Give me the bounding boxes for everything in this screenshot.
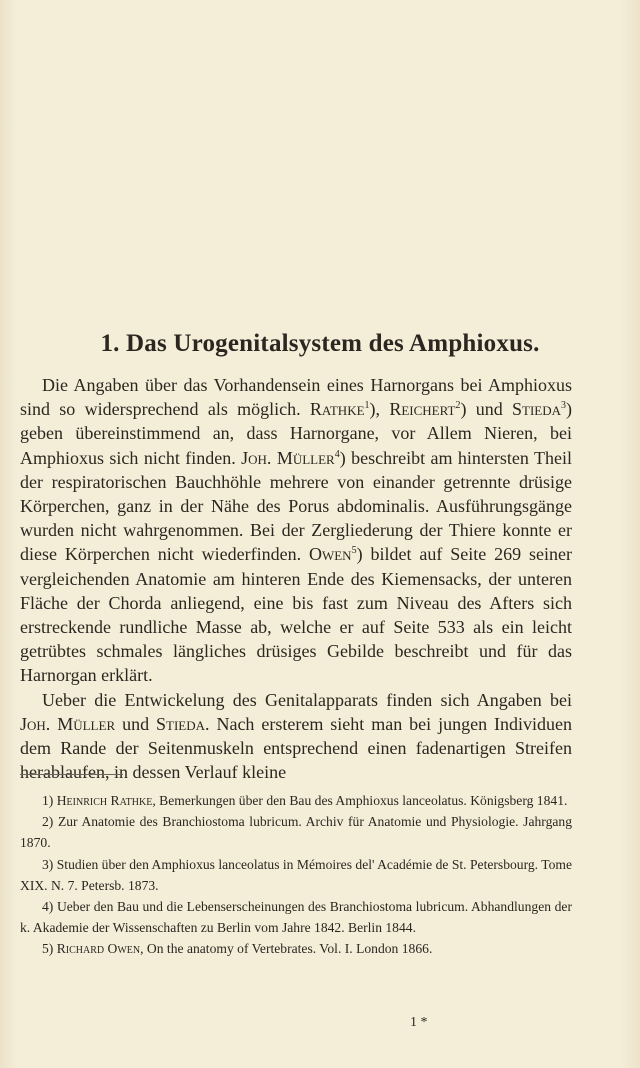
paragraph-2 bbox=[20, 688, 572, 785]
footnotes bbox=[20, 790, 572, 960]
chapter-title: 1. Das Urogenitalsystem des Amphioxus. bbox=[100, 330, 540, 357]
footnote-ref: 3 bbox=[561, 400, 567, 412]
footnote bbox=[20, 896, 572, 938]
footnote bbox=[20, 854, 572, 896]
text-run: ) geben übereinstimmend an, dass Harnorgane, vor Allem Nieren, bei Amphioxus sich nicht finden. bbox=[20, 399, 573, 468]
footnote-number: 3) bbox=[42, 856, 57, 872]
footnote-author: Richard Owen bbox=[56, 941, 141, 957]
footnote-number: 4) bbox=[42, 899, 57, 915]
text-run: . Nach ersterem sieht man bei jungen Individuen dem Rande der Seitenmuskeln entsprechend einen fadenartigen Streifen herablaufen, in dessen Verlauf kleine bbox=[20, 713, 573, 783]
footnote-ref: 1 bbox=[364, 400, 370, 412]
author-name: Owen bbox=[308, 544, 352, 565]
footnote-text: , On the anatomy of Vertebrates. Vol. I. London 1866. bbox=[140, 941, 433, 957]
footnote bbox=[20, 938, 572, 959]
main-text bbox=[20, 373, 572, 784]
author-name: Stieda bbox=[512, 399, 562, 420]
footnote bbox=[20, 811, 572, 853]
footnote-text: , Bemerkungen über den Bau des Amphioxus lanceolatus. Königsberg 1841. bbox=[152, 793, 568, 808]
footnote-number: 1) bbox=[42, 793, 57, 808]
footnote-number: 2) bbox=[42, 814, 58, 830]
text-run: ) und bbox=[460, 399, 513, 420]
footnote-number: 5) bbox=[42, 941, 57, 957]
footnote-author: Heinrich Rathke bbox=[56, 793, 153, 808]
footnote-divider bbox=[20, 774, 123, 775]
text-run: Die Angaben über das Vorhandensein eines Harnorgans bei Amphioxus sind so widersprechend als möglich. bbox=[20, 375, 572, 420]
author-name: Stieda bbox=[156, 713, 206, 734]
footnote-text: Studien über den Amphioxus lanceolatus in Mémoires del' Académie de St. Petersbourg. Tome XIX. N. 7. Petersb. 1873. bbox=[20, 856, 572, 893]
text-run: Ueber die Entwickelung des Genitalapparats finden sich Angaben bei bbox=[42, 689, 572, 710]
footnote-ref: 2 bbox=[455, 400, 461, 412]
author-name: Reichert bbox=[389, 399, 456, 420]
footnote-ref: 4 bbox=[334, 448, 340, 460]
text-run: ) bildet auf Seite 269 seiner vergleichenden Anatomie am hinteren Ende des Kiemensacks, der unteren Fläche der Chorda anliegend, eine bis fast zum Niveau des Afters sich erstreckende rundliche Masse ab, welche er auf Seite 533 als ein leicht getrübtes schmales längliches drüsiges Gebilde beschreibt und für das Harnorgan erklärt. bbox=[20, 544, 572, 686]
footnote-text: Ueber den Bau und die Lebenserscheinungen des Branchiostoma lubricum. Abhandlungen der k. Akademie der Wissenschaften zu Berlin vom Jahre 1842. Berlin 1844. bbox=[20, 899, 572, 936]
author-name: Joh. Müller bbox=[20, 713, 116, 734]
paragraph-1 bbox=[20, 373, 572, 688]
author-name: Joh. Müller bbox=[241, 447, 335, 468]
text-run: ), bbox=[369, 399, 390, 420]
footnote-text: Zur Anatomie des Branchiostoma lubricum. Archiv für Anatomie und Physiologie. Jahrgang 1870. bbox=[20, 814, 572, 851]
author-name: Rathke bbox=[309, 399, 365, 420]
text-run: ) beschreibt am hintersten Theil der respiratorischen Bauchhöhle mehrere von einander getrennte drüsige Körperchen, ganz in der Nähe des Porus abdominalis. Ausführungsgänge wurden nicht wahrgenommen. Bei der Zergliederung der Thiere konnte er diese Körperchen nicht wiederfinden. bbox=[20, 447, 572, 565]
signature-mark: 1 * bbox=[410, 1015, 428, 1030]
text-run: und bbox=[115, 713, 157, 734]
footnote-ref: 5 bbox=[351, 545, 357, 557]
footnote bbox=[20, 790, 572, 811]
